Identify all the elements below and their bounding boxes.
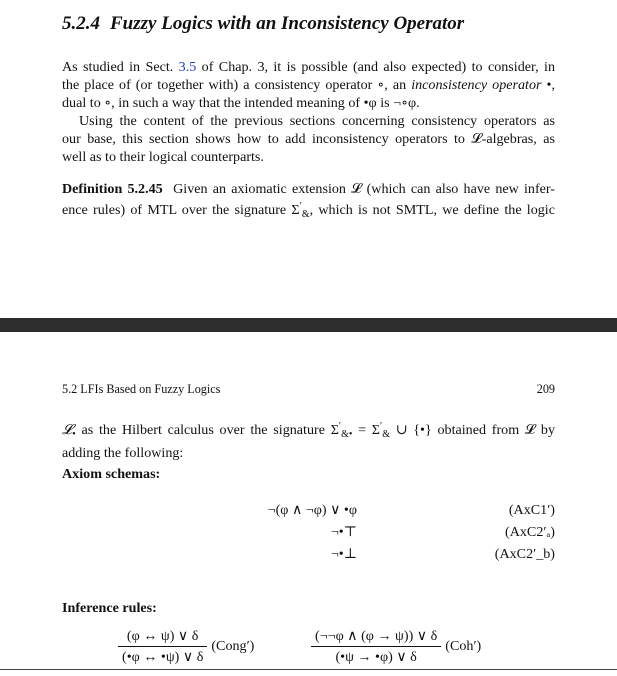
definition-label: Definition 5.2.45 (62, 181, 163, 197)
para1-line-2 (62, 76, 555, 94)
rule-fraction (311, 626, 441, 667)
axiom-heading: Axiom schemas: (62, 466, 161, 482)
page-top (0, 0, 617, 318)
intro-line-1 (62, 418, 555, 444)
bottom-rule (0, 669, 617, 670)
definition-line-1 (62, 180, 555, 198)
axiom-label: (AxC2′_b) (494, 546, 555, 562)
rule-name: (Cong′) (211, 638, 255, 654)
prime: ′ (338, 421, 342, 432)
intro-paragraph (62, 418, 555, 462)
section-number: 5.2.4 (62, 13, 100, 34)
subscript: • (72, 429, 76, 440)
prime: ′ (299, 201, 302, 212)
text: ∪ {•} obtained from 𝓛 by (389, 422, 555, 438)
page-bottom (0, 332, 617, 676)
axiom-row (62, 524, 555, 544)
rule-name: (Coh′) (445, 638, 482, 654)
subscript: &• (341, 429, 353, 440)
text: ence rules) of MTL over the signature Σ (62, 202, 300, 218)
text: the place of (or together with) a consistency operator ∘, an (62, 77, 407, 93)
inference-rule-coh (311, 626, 481, 667)
text: 𝓛 (62, 422, 73, 438)
intro-line-2: adding the following: (62, 445, 184, 461)
axiom-formula: ¬•⊥ (330, 546, 357, 562)
paragraph-2-body (62, 112, 555, 166)
para2-line-2: our base, this section shows how to add inconsistency operators to 𝓛-algebras, as (62, 131, 555, 147)
axiom-label: (AxC1′) (508, 502, 555, 518)
definition-line-2 (62, 198, 555, 224)
para2-line-3: well as to their logical counterparts. (62, 149, 264, 165)
definition (62, 180, 555, 224)
prime: ′ (380, 421, 383, 432)
page-number: 209 (536, 382, 555, 396)
rule-premise: (¬¬φ ∧ (φ → ψ)) ∨ δ (311, 626, 441, 647)
axiom-formula: ¬•⊤ (330, 524, 357, 540)
para2-line-1: Using the content of the previous sections concerning consistency operators as (79, 113, 555, 129)
italic-term: inconsistency operator (411, 77, 542, 93)
para1-line-1 (62, 58, 555, 76)
inference-rule-cong (118, 626, 254, 667)
text: As studied in Sect. (62, 59, 174, 75)
section-title-text: Fuzzy Logics with an Inconsistency Operator (110, 13, 465, 34)
para1-line-3: dual to ∘, in such a way that the intended meaning of •φ is ¬∘φ. (62, 95, 420, 111)
rule-conclusion: (•ψ → •φ) ∨ δ (335, 649, 417, 665)
page-divider (0, 318, 617, 332)
rule-fraction (118, 626, 207, 667)
subscript: & (382, 429, 390, 440)
inference-heading: Inference rules: (62, 600, 157, 616)
text: Given an axiomatic extension 𝓛 (which can also have new infer- (173, 181, 556, 197)
section-title (62, 13, 464, 35)
text: of Chap. 3, it is possible (and also expected) to consider, in (201, 59, 555, 75)
text: as the Hilbert calculus over the signature Σ (75, 422, 339, 438)
axiom-row (62, 546, 555, 566)
axiom-formula: ¬(φ ∧ ¬φ) ∨ •φ (267, 502, 357, 518)
text: •, (546, 77, 555, 93)
text: = Σ (352, 422, 381, 438)
axiom-row (62, 502, 555, 522)
subscript: & (301, 209, 310, 220)
paragraph-1 (62, 58, 555, 112)
header-left: 5.2 LFIs Based on Fuzzy Logics (62, 382, 221, 396)
running-header (62, 382, 555, 400)
rule-premise: (φ ↔ ψ) ∨ δ (118, 626, 207, 647)
axiom-label: (AxC2′ₐ) (505, 524, 555, 540)
text: , which is not SMTL, we define the logic (309, 202, 555, 218)
rule-conclusion: (•φ ↔ •ψ) ∨ δ (122, 649, 204, 665)
sect-link[interactable]: 3.5 (178, 59, 197, 75)
